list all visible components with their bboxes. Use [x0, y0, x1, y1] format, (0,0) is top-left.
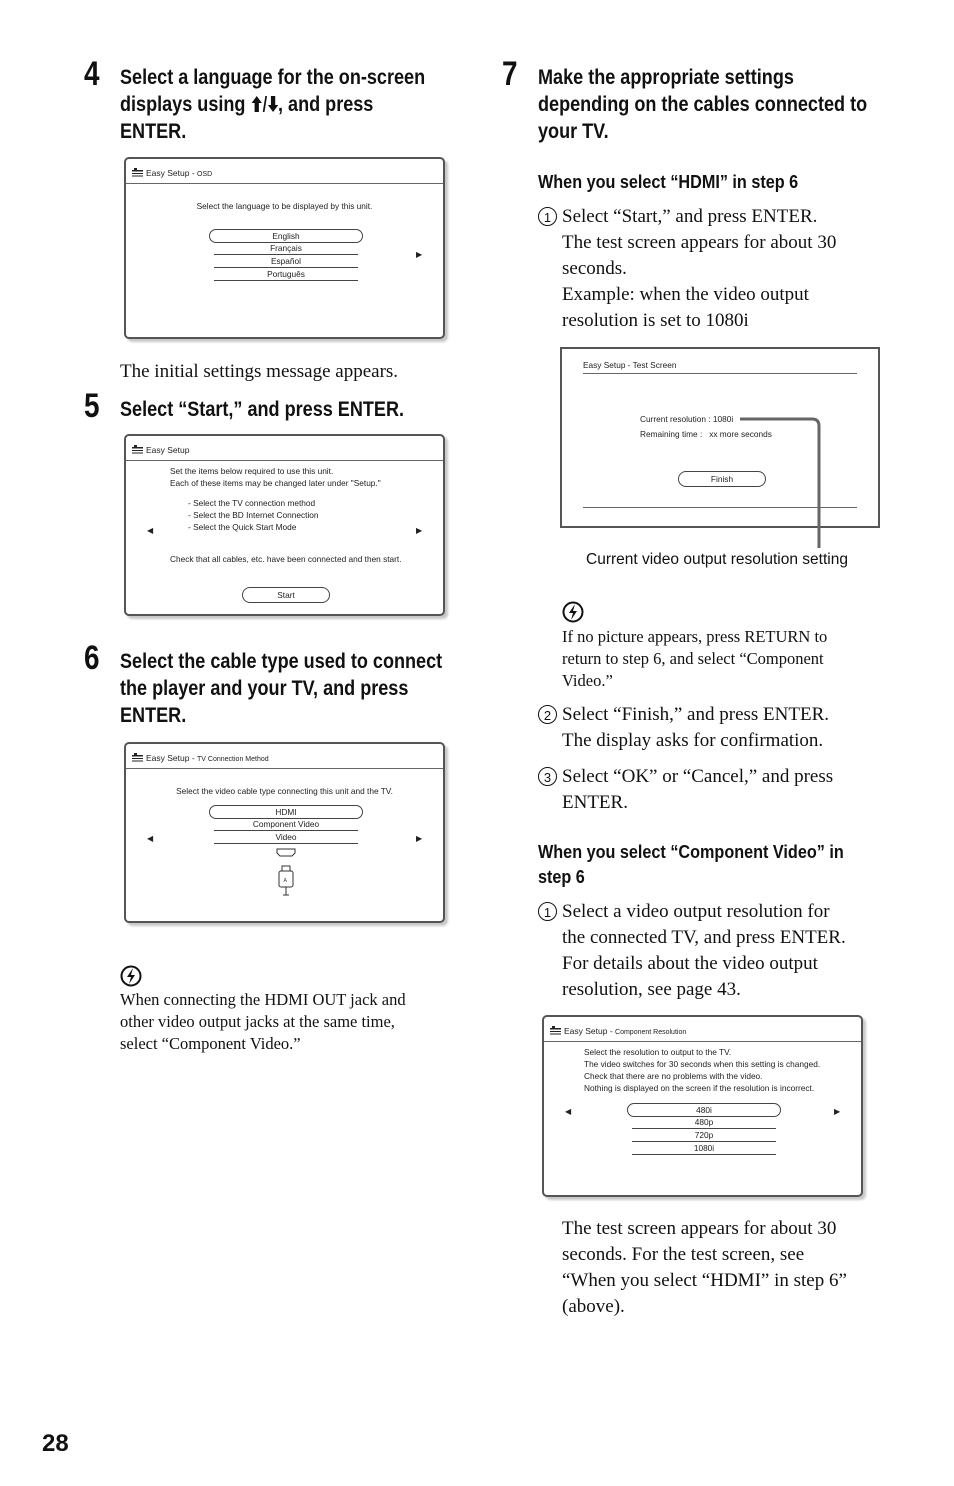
- step-5-heading: Select “Start,” and press ENTER.: [120, 398, 405, 421]
- item-number-badge: 1: [538, 902, 557, 921]
- hdmi-subheading: When you select “HDMI” in step 6: [538, 172, 799, 192]
- cable-option-component-video[interactable]: Component Video: [214, 818, 358, 831]
- hdmi-port-icon: [276, 848, 296, 857]
- step-5-number: 5: [84, 387, 100, 425]
- tip-line-3: Video.”: [562, 671, 613, 690]
- step-6-heading-line2: the player and your TV, and press: [120, 677, 409, 700]
- setup-toolbox-icon: [132, 444, 143, 454]
- finish-button[interactable]: Finish: [678, 471, 766, 487]
- step-6-number: 6: [84, 639, 100, 677]
- hdmi-item-3: [538, 764, 833, 816]
- step-4-heading-pre: displays using: [120, 93, 251, 116]
- left-arrow-icon[interactable]: ◀: [565, 1107, 572, 1116]
- right-arrow-icon[interactable]: ▶: [416, 250, 423, 259]
- right-arrow-icon[interactable]: ▶: [416, 834, 423, 843]
- screen-item-1: - Select the TV connection method: [188, 498, 316, 508]
- test-screen: [560, 347, 880, 528]
- resolution-option-720p[interactable]: 720p: [632, 1129, 776, 1142]
- screen-item-2: - Select the BD Internet Connection: [188, 510, 319, 520]
- screen-line-2: Each of these items may be changed later under "Setup.": [170, 478, 381, 488]
- step-7-heading-line1: Make the appropriate settings: [538, 66, 794, 89]
- screen-line-3: Check that there are no problems with the video.: [584, 1071, 763, 1081]
- tip-icon: [120, 965, 142, 987]
- result-line-3: “When you select “HDMI” in step 6”: [562, 1270, 847, 1291]
- tv-connection-method-screen: [124, 742, 445, 923]
- resolution-option-1080i[interactable]: 1080i: [632, 1142, 776, 1155]
- screen-line-4: Nothing is displayed on the screen if the resolution is incorrect.: [584, 1083, 815, 1093]
- left-arrow-icon[interactable]: ◀: [147, 834, 154, 843]
- tip-line-3: select “Component Video.”: [120, 1034, 301, 1053]
- hdmi-item-2-line1: Select “Finish,” and press ENTER.: [562, 704, 830, 725]
- hdmi-item-1: [538, 204, 836, 334]
- page-number: 28: [42, 1430, 69, 1457]
- screen-divider: [126, 460, 443, 461]
- screen-prompt: Select the video cable type connecting this unit and the TV.: [176, 786, 393, 796]
- component-item-1-line4: resolution, see page 43.: [562, 979, 741, 1000]
- screen-title: [146, 168, 212, 178]
- setup-toolbox-icon: [550, 1025, 561, 1035]
- screen-title-suffix: TV Connection Method: [197, 756, 269, 763]
- hdmi-item-2: [538, 702, 829, 754]
- remaining-time-label: Remaining time :: [640, 429, 705, 439]
- screen-title-text: Easy Setup -: [146, 753, 198, 763]
- tip-line-1: When connecting the HDMI OUT jack and: [120, 990, 406, 1009]
- step-4-result: The initial settings message appears.: [120, 361, 399, 382]
- easy-setup-start-screen: [124, 434, 445, 616]
- component-resolution-screen: [542, 1015, 863, 1197]
- item-number-badge: 3: [538, 767, 557, 786]
- screen-divider: [583, 373, 857, 374]
- step-4-heading-post: , and press: [277, 93, 374, 116]
- screen-title-text: Easy Setup -: [564, 1026, 616, 1036]
- right-arrow-icon[interactable]: ▶: [834, 1107, 841, 1116]
- current-resolution: [640, 413, 733, 425]
- component-item-1-line3: For details about the video output: [562, 953, 818, 974]
- step-7-heading: [538, 64, 867, 145]
- item-number-badge: 1: [538, 207, 557, 226]
- cable-option-hdmi[interactable]: HDMI: [209, 805, 363, 819]
- tip-line-1: If no picture appears, press RETURN to: [562, 627, 828, 646]
- screen-line-1: Select the resolution to output to the TV.: [584, 1047, 732, 1057]
- step-6-heading-line3: ENTER.: [120, 704, 187, 727]
- step-4-heading: [120, 64, 425, 145]
- step-4-number: 4: [84, 55, 100, 93]
- step-6-heading: [120, 648, 442, 729]
- tip-line-2: return to step 6, and select “Component: [562, 649, 824, 668]
- right-arrow-icon[interactable]: ▶: [416, 526, 423, 535]
- hdmi-item-1-line4: Example: when the video output: [562, 284, 809, 305]
- hdmi-item-2-line2: The display asks for confirmation.: [562, 730, 824, 751]
- up-down-arrows-icon: [250, 95, 278, 113]
- hdmi-item-3-line1: Select “OK” or “Cancel,” and press: [562, 766, 834, 787]
- component-item-1-line2: the connected TV, and press ENTER.: [562, 927, 846, 948]
- step-7-heading-line2: depending on the cables connected to: [538, 93, 868, 116]
- component-result-text: [562, 1216, 847, 1320]
- screen-prompt: Select the language to be displayed by this unit.: [196, 201, 373, 211]
- screen-title-suffix: Component Resolution: [615, 1029, 687, 1036]
- screen-title-suffix: OSD: [197, 171, 213, 178]
- step-6-heading-line1: Select the cable type used to connect: [120, 650, 443, 673]
- resolution-callout-caption: Current video output resolution setting: [586, 551, 848, 568]
- callout-leader-line: [730, 412, 830, 552]
- component-item-1: [538, 899, 846, 1003]
- step-4-heading-line2: [120, 91, 425, 118]
- screen-line-1: Set the items below required to use this unit.: [170, 466, 334, 476]
- result-line-4: (above).: [562, 1296, 625, 1317]
- current-resolution-value: 1080i: [712, 414, 734, 424]
- language-option-portugues[interactable]: Português: [214, 268, 358, 281]
- screen-title: [564, 1026, 686, 1036]
- resolution-option-480i[interactable]: 480i: [627, 1103, 781, 1117]
- hdmi-item-1-line3: seconds.: [562, 258, 627, 279]
- tip-line-2: other video output jacks at the same time,: [120, 1012, 395, 1031]
- screen-divider: [126, 183, 443, 184]
- language-option-espanol[interactable]: Español: [214, 255, 358, 268]
- step-6-tip-text: [120, 989, 406, 1055]
- svg-text:A: A: [283, 878, 287, 884]
- setup-toolbox-icon: [132, 167, 143, 177]
- result-line-2: seconds. For the test screen, see: [562, 1244, 805, 1265]
- screen-item-3: - Select the Quick Start Mode: [188, 522, 297, 532]
- screen-title: Easy Setup: [146, 445, 190, 455]
- component-item-1-line1: Select a video output resolution for: [562, 901, 830, 922]
- resolution-option-480p[interactable]: 480p: [632, 1116, 776, 1129]
- screen-check-text: Check that all cables, etc. have been connected and then start.: [170, 554, 402, 564]
- hdmi-item-1-line1: Select “Start,” and press ENTER.: [562, 206, 818, 227]
- step-4-heading-line3: ENTER.: [120, 120, 187, 143]
- component-subheading: [538, 840, 844, 890]
- step-4-heading-line1: Select a language for the on-screen: [120, 66, 426, 89]
- hdmi-plug-icon: [278, 865, 294, 897]
- current-resolution-label: Current resolution :: [640, 414, 713, 424]
- cable-option-video[interactable]: Video: [214, 831, 358, 844]
- screen-line-2: The video switches for 30 seconds when this setting is changed.: [584, 1059, 821, 1069]
- remaining-time-value: xx more seconds: [709, 429, 772, 439]
- item-number-badge: 2: [538, 705, 557, 724]
- step-7-number: 7: [502, 55, 518, 93]
- left-arrow-icon[interactable]: ◀: [147, 526, 154, 535]
- component-subheading-line2: step 6: [538, 867, 585, 887]
- screen-title-text: Easy Setup -: [146, 168, 198, 178]
- hdmi-item-3-line2: ENTER.: [562, 792, 628, 813]
- setup-toolbox-icon: [132, 752, 143, 762]
- screen-title: Easy Setup - Test Screen: [583, 360, 677, 370]
- screen-divider: [126, 768, 443, 769]
- hdmi-tip-text: [562, 626, 827, 692]
- tip-icon: [562, 601, 584, 623]
- step-7-heading-line3: your TV.: [538, 120, 609, 143]
- hdmi-item-1-line2: The test screen appears for about 30: [562, 232, 837, 253]
- screen-divider: [544, 1041, 861, 1042]
- start-button[interactable]: Start: [242, 587, 330, 603]
- component-subheading-line1: When you select “Component Video” in: [538, 842, 844, 862]
- screen-title: [146, 753, 269, 763]
- language-option-english[interactable]: English: [209, 229, 363, 243]
- language-option-francais[interactable]: Français: [214, 242, 358, 255]
- hdmi-item-1-line5: resolution is set to 1080i: [562, 310, 749, 331]
- osd-language-screen: [124, 157, 445, 339]
- result-line-1: The test screen appears for about 30: [562, 1218, 837, 1239]
